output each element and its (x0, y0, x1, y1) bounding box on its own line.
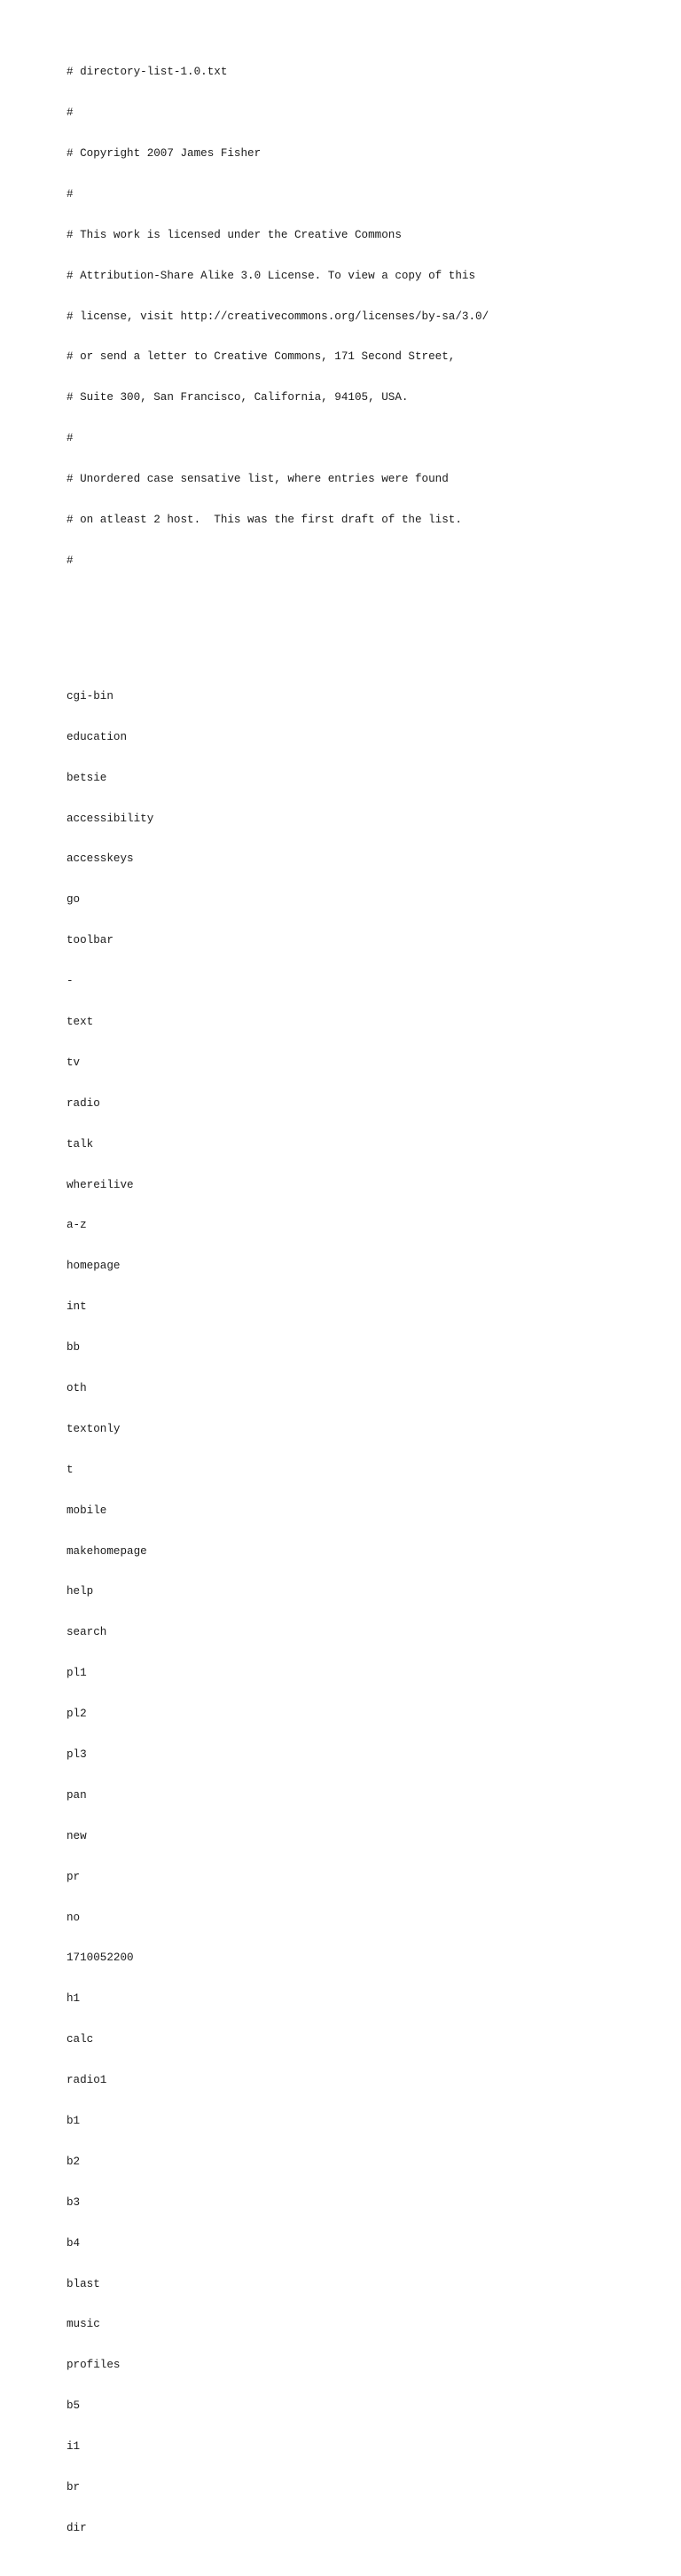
list-item: search (67, 1626, 107, 1639)
list-item: i1 (67, 2440, 81, 2454)
list-item: homepage (67, 1260, 121, 1273)
list-item: talk (67, 1137, 94, 1151)
list-item: tv (67, 1056, 81, 1069)
list-item: a-z (67, 1219, 87, 1232)
list-item: h1 (67, 1992, 81, 2006)
list-item: whereilive (67, 1178, 134, 1191)
comment-line: # This work is licensed under the Creative Commons (67, 228, 402, 241)
list-item: br (67, 2481, 81, 2494)
comment-line: # (67, 554, 74, 567)
list-item: t (67, 1463, 74, 1476)
list-item: toolbar (67, 934, 114, 947)
list-item: new (67, 1829, 87, 1842)
list-item: oth (67, 1381, 87, 1394)
list-item: profiles (67, 2359, 121, 2372)
list-item: b2 (67, 2155, 81, 2168)
list-item: - (67, 975, 74, 988)
list-item: bb (67, 1341, 81, 1355)
list-item: accessibility (67, 812, 154, 825)
comment-line: # directory-list-1.0.txt (67, 66, 228, 79)
list-item: pl2 (67, 1708, 87, 1721)
comment-line: # Suite 300, San Francisco, California, 94105, USA. (67, 391, 409, 404)
list-item: betsie (67, 771, 107, 784)
list-item: mobile (67, 1504, 107, 1517)
directory-entry-list (67, 663, 669, 2563)
list-item: blast (67, 2277, 100, 2290)
comment-line: # Attribution-Share Alike 3.0 License. To view a copy of this (67, 269, 476, 282)
comment-line: # Unordered case sensative list, where entries were found (67, 473, 449, 486)
list-item: pan (67, 1788, 87, 1802)
comment-line: # (67, 106, 74, 120)
comment-line: # (67, 432, 74, 445)
list-item: b1 (67, 2115, 81, 2128)
list-item: accesskeys (67, 852, 134, 866)
list-item: b5 (67, 2399, 81, 2413)
comment-line: # (67, 187, 74, 200)
comment-line: # or send a letter to Creative Commons, 171 Second Street, (67, 350, 456, 364)
list-item: text (67, 1015, 94, 1028)
list-item: no (67, 1911, 81, 1924)
comment-line: # on atleast 2 host. This was the first draft of the list. (67, 513, 462, 526)
header-comment-block (67, 39, 669, 595)
comment-line: # Copyright 2007 James Fisher (67, 146, 262, 160)
list-item: help (67, 1585, 94, 1598)
list-item: b3 (67, 2195, 81, 2209)
list-item: dir (67, 2521, 87, 2534)
list-item: calc (67, 2033, 94, 2046)
list-item: music (67, 2318, 100, 2331)
list-item: radio (67, 1096, 100, 1110)
list-item: radio1 (67, 2074, 107, 2087)
list-item: pl1 (67, 1667, 87, 1680)
list-item: pl3 (67, 1748, 87, 1761)
list-item: int (67, 1300, 87, 1314)
blank-line (67, 622, 669, 635)
list-item: cgi-bin (67, 689, 114, 703)
comment-line: # license, visit http://creativecommons.org/licenses/by-sa/3.0/ (67, 310, 489, 323)
list-item: education (67, 730, 128, 743)
list-item: go (67, 893, 81, 907)
list-item: b4 (67, 2236, 81, 2250)
list-item: pr (67, 1870, 81, 1883)
list-item: makehomepage (67, 1544, 147, 1558)
list-item: 1710052200 (67, 1952, 134, 1965)
list-item: textonly (67, 1422, 121, 1435)
text-document (67, 12, 669, 2576)
